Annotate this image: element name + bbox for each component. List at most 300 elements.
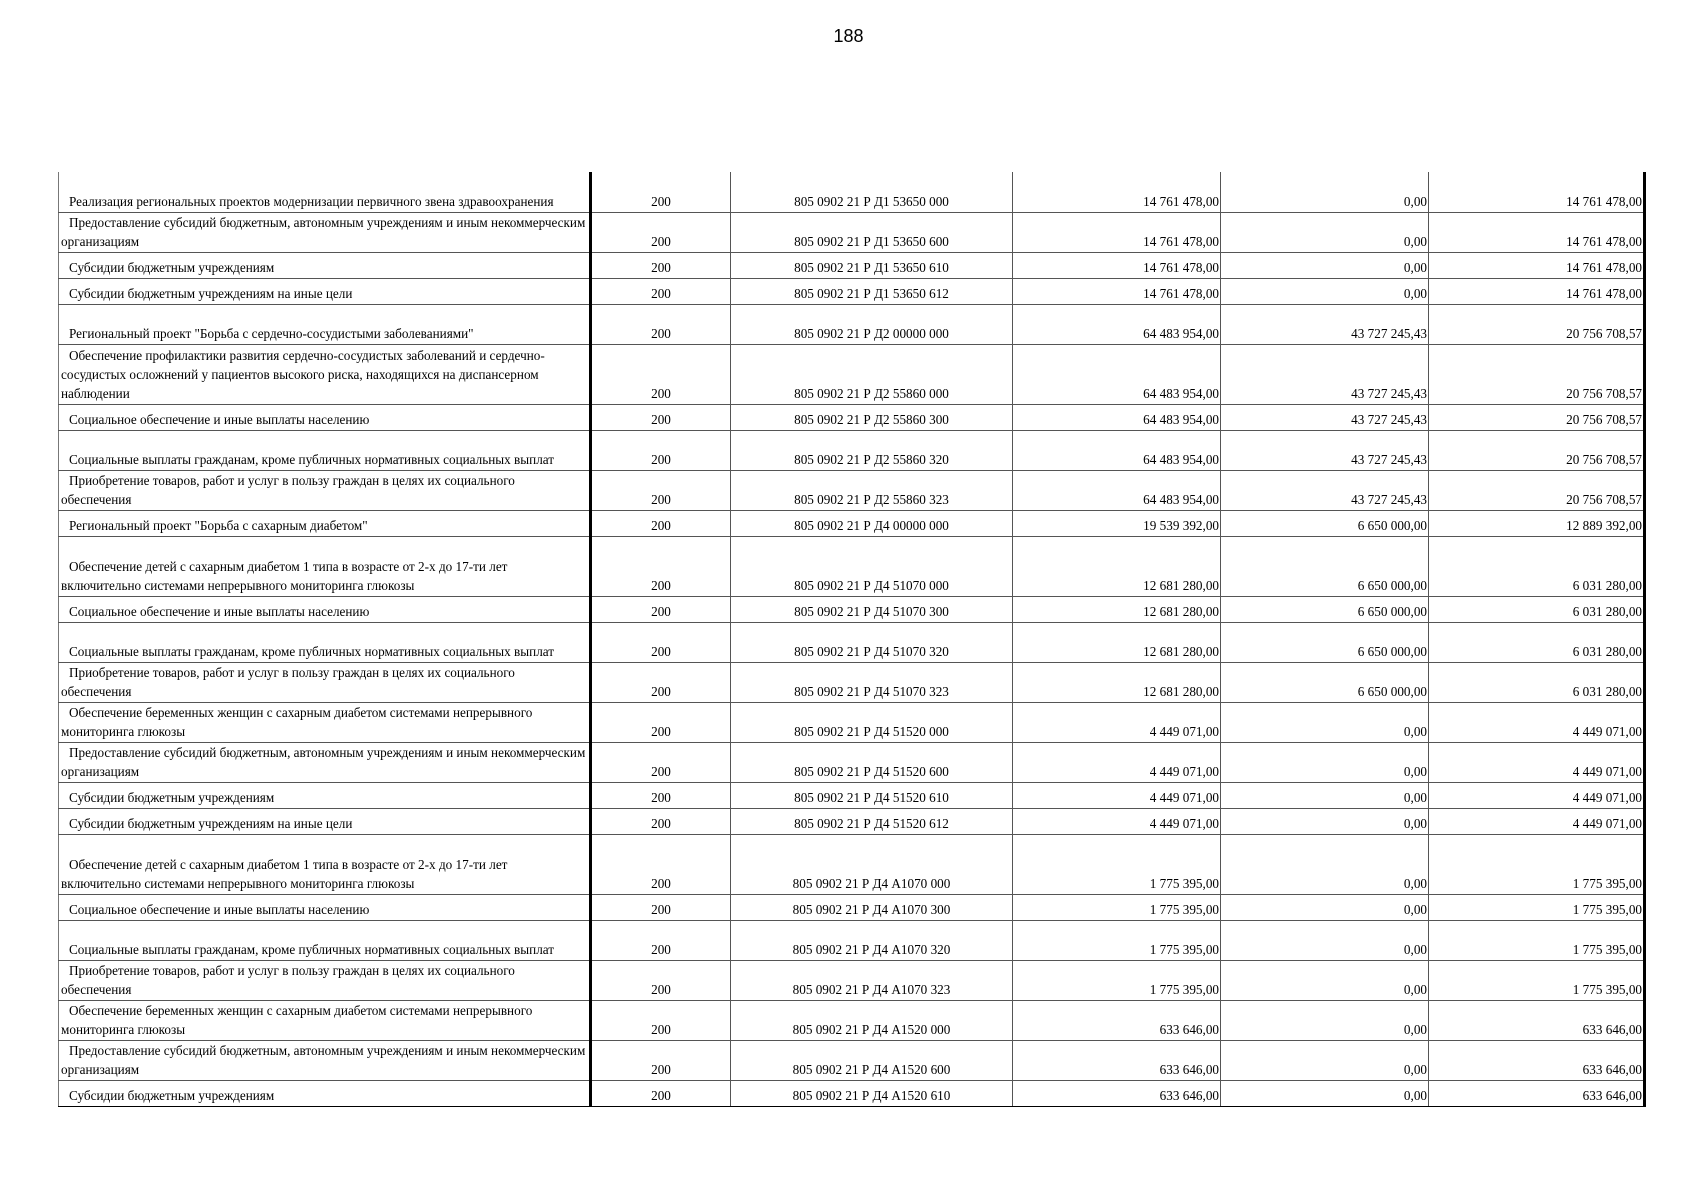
row-assigned-cell [1013, 1040, 1221, 1080]
row-kbk: 805 0902 21 Р Д2 55860 320 [794, 451, 949, 467]
row-kbk-cell [731, 1000, 1013, 1040]
row-code: 200 [651, 517, 671, 533]
row-unexecuted-cell [1429, 252, 1645, 278]
table-row [59, 1080, 1645, 1106]
row-code-cell [591, 1040, 731, 1080]
row-unexecuted: 20 756 708,57 [1566, 411, 1642, 427]
row-kbk: 805 0902 21 Р Д4 51070 300 [794, 603, 949, 619]
row-code-cell [591, 510, 731, 536]
row-code-cell [591, 894, 731, 920]
row-name-cell [59, 172, 591, 212]
row-assigned: 633 646,00 [1159, 1061, 1219, 1077]
row-assigned: 1 775 395,00 [1149, 875, 1219, 891]
row-kbk: 805 0902 21 Р Д4 А1070 323 [792, 981, 951, 997]
row-kbk: 805 0902 21 Р Д2 00000 000 [794, 325, 949, 341]
table-row [59, 782, 1645, 808]
row-name-cell [59, 808, 591, 834]
row-kbk-cell [731, 1040, 1013, 1080]
row-code: 200 [651, 233, 671, 249]
row-unexecuted-cell [1429, 172, 1645, 212]
table-row [59, 662, 1645, 702]
row-executed-cell [1221, 596, 1429, 622]
row-name-cell [59, 702, 591, 742]
row-name-cell [59, 510, 591, 536]
row-assigned-cell [1013, 894, 1221, 920]
row-unexecuted: 20 756 708,57 [1566, 385, 1642, 401]
row-executed-cell [1221, 536, 1429, 596]
row-assigned: 64 483 954,00 [1143, 491, 1219, 507]
row-name: Обеспечение профилактики развития сердечно-сосудистых заболеваний и сердечно-сосудистых осложнений у пациентов высокого риска, находящихся на диспансерном наблюдении [61, 347, 545, 401]
row-name-cell [59, 1040, 591, 1080]
row-assigned-cell [1013, 702, 1221, 742]
row-kbk-cell [731, 536, 1013, 596]
table-row [59, 894, 1645, 920]
row-assigned-cell [1013, 596, 1221, 622]
row-name-cell [59, 834, 591, 894]
row-name: Социальные выплаты гражданам, кроме публичных нормативных социальных выплат [69, 643, 555, 659]
row-executed: 43 727 245,43 [1351, 491, 1427, 507]
row-code: 200 [651, 411, 671, 427]
row-assigned: 1 775 395,00 [1149, 981, 1219, 997]
row-unexecuted-cell [1429, 430, 1645, 470]
row-assigned-cell [1013, 808, 1221, 834]
row-assigned: 4 449 071,00 [1149, 723, 1219, 739]
row-executed-cell [1221, 834, 1429, 894]
row-code-cell [591, 404, 731, 430]
row-assigned: 64 483 954,00 [1143, 411, 1219, 427]
row-executed: 6 650 000,00 [1357, 517, 1427, 533]
row-assigned: 12 681 280,00 [1143, 683, 1219, 699]
row-executed-cell [1221, 1040, 1429, 1080]
table-row [59, 470, 1645, 510]
row-unexecuted-cell [1429, 702, 1645, 742]
row-executed: 0,00 [1403, 233, 1427, 249]
row-name: Социальное обеспечение и иные выплаты населению [69, 411, 370, 427]
row-kbk-cell [731, 960, 1013, 1000]
row-executed-cell [1221, 1080, 1429, 1106]
row-code: 200 [651, 285, 671, 301]
row-name: Социальное обеспечение и иные выплаты населению [69, 901, 370, 917]
row-name: Обеспечение беременных женщин с сахарным диабетом системами непрерывного мониторинга глюкозы [61, 704, 533, 739]
row-code-cell [591, 252, 731, 278]
row-executed: 0,00 [1403, 285, 1427, 301]
row-unexecuted: 6 031 280,00 [1572, 603, 1642, 619]
row-executed-cell [1221, 894, 1429, 920]
row-unexecuted: 4 449 071,00 [1572, 723, 1642, 739]
row-executed: 0,00 [1403, 763, 1427, 779]
row-assigned: 14 761 478,00 [1143, 233, 1219, 249]
row-unexecuted-cell [1429, 304, 1645, 344]
row-unexecuted: 12 889 392,00 [1566, 517, 1642, 533]
row-assigned: 1 775 395,00 [1149, 941, 1219, 957]
row-kbk-cell [731, 742, 1013, 782]
row-name-cell [59, 430, 591, 470]
row-kbk-cell [731, 662, 1013, 702]
row-assigned: 14 761 478,00 [1143, 285, 1219, 301]
row-assigned-cell [1013, 742, 1221, 782]
row-executed-cell [1221, 212, 1429, 252]
row-name-cell [59, 252, 591, 278]
row-code: 200 [651, 577, 671, 593]
row-assigned-cell [1013, 172, 1221, 212]
row-kbk-cell [731, 894, 1013, 920]
row-kbk-cell [731, 304, 1013, 344]
row-unexecuted: 633 646,00 [1582, 1021, 1642, 1037]
row-name: Социальные выплаты гражданам, кроме публичных нормативных социальных выплат [69, 941, 555, 957]
row-unexecuted-cell [1429, 404, 1645, 430]
table-row [59, 172, 1645, 212]
row-name-cell [59, 1000, 591, 1040]
table-row [59, 920, 1645, 960]
row-kbk: 805 0902 21 Р Д4 А1520 600 [792, 1061, 951, 1077]
table-row [59, 404, 1645, 430]
row-assigned: 64 483 954,00 [1143, 325, 1219, 341]
row-executed-cell [1221, 662, 1429, 702]
row-kbk-cell [731, 782, 1013, 808]
row-code-cell [591, 960, 731, 1000]
row-assigned-cell [1013, 662, 1221, 702]
row-assigned-cell [1013, 212, 1221, 252]
row-assigned-cell [1013, 1000, 1221, 1040]
row-unexecuted: 4 449 071,00 [1572, 763, 1642, 779]
row-executed-cell [1221, 702, 1429, 742]
row-executed-cell [1221, 278, 1429, 304]
row-assigned-cell [1013, 344, 1221, 404]
budget-table-body [59, 172, 1645, 1106]
row-code-cell [591, 702, 731, 742]
row-assigned-cell [1013, 430, 1221, 470]
row-name-cell [59, 742, 591, 782]
row-kbk: 805 0902 21 Р Д2 55860 300 [794, 411, 949, 427]
row-unexecuted-cell [1429, 344, 1645, 404]
table-row [59, 278, 1645, 304]
row-code-cell [591, 596, 731, 622]
row-executed-cell [1221, 1000, 1429, 1040]
row-assigned-cell [1013, 304, 1221, 344]
row-unexecuted: 14 761 478,00 [1566, 285, 1642, 301]
table-row [59, 622, 1645, 662]
row-kbk-cell [731, 212, 1013, 252]
table-row [59, 344, 1645, 404]
row-name-cell [59, 344, 591, 404]
row-kbk: 805 0902 21 Р Д4 51070 323 [794, 683, 949, 699]
row-kbk: 805 0902 21 Р Д1 53650 000 [794, 193, 949, 209]
row-assigned-cell [1013, 834, 1221, 894]
row-code-cell [591, 920, 731, 960]
row-executed: 6 650 000,00 [1357, 683, 1427, 699]
row-name: Предоставление субсидий бюджетным, автономным учреждениям и иным некоммерческим организациям [61, 744, 586, 779]
row-name: Обеспечение детей с сахарным диабетом 1 типа в возрасте от 2-х до 17-ти лет включительно системами непрерывного мониторинга глюкозы [61, 856, 508, 891]
row-executed: 0,00 [1403, 193, 1427, 209]
row-executed: 0,00 [1403, 723, 1427, 739]
row-assigned: 14 761 478,00 [1143, 193, 1219, 209]
row-code-cell [591, 344, 731, 404]
row-name: Субсидии бюджетным учреждениям на иные цели [69, 815, 353, 831]
row-name: Обеспечение детей с сахарным диабетом 1 типа в возрасте от 2-х до 17-ти лет включительно системами непрерывного мониторинга глюкозы [61, 558, 508, 593]
row-code: 200 [651, 451, 671, 467]
row-code-cell [591, 662, 731, 702]
row-unexecuted: 1 775 395,00 [1572, 875, 1642, 891]
row-name-cell [59, 894, 591, 920]
row-kbk: 805 0902 21 Р Д4 51520 612 [794, 815, 949, 831]
table-row [59, 808, 1645, 834]
row-name: Обеспечение беременных женщин с сахарным диабетом системами непрерывного мониторинга глюкозы [61, 1002, 533, 1037]
row-kbk: 805 0902 21 Р Д4 А1070 000 [792, 875, 951, 891]
row-unexecuted-cell [1429, 1000, 1645, 1040]
row-assigned-cell [1013, 536, 1221, 596]
row-name: Региональный проект "Борьба с сердечно-сосудистыми заболеваниями" [69, 325, 474, 341]
row-code: 200 [651, 603, 671, 619]
row-unexecuted-cell [1429, 536, 1645, 596]
row-executed: 0,00 [1403, 1087, 1427, 1103]
row-kbk: 805 0902 21 Р Д4 А1070 300 [792, 901, 951, 917]
row-executed: 43 727 245,43 [1351, 325, 1427, 341]
row-executed: 0,00 [1403, 875, 1427, 891]
row-unexecuted-cell [1429, 278, 1645, 304]
row-kbk: 805 0902 21 Р Д1 53650 610 [794, 259, 949, 275]
row-executed-cell [1221, 742, 1429, 782]
budget-table [58, 172, 1646, 1107]
row-unexecuted: 633 646,00 [1582, 1061, 1642, 1077]
row-name-cell [59, 1080, 591, 1106]
row-unexecuted-cell [1429, 470, 1645, 510]
row-assigned: 4 449 071,00 [1149, 763, 1219, 779]
row-kbk-cell [731, 344, 1013, 404]
row-code-cell [591, 172, 731, 212]
row-assigned-cell [1013, 622, 1221, 662]
row-executed: 0,00 [1403, 901, 1427, 917]
table-row [59, 510, 1645, 536]
row-executed-cell [1221, 510, 1429, 536]
row-code: 200 [651, 1087, 671, 1103]
row-assigned: 64 483 954,00 [1143, 451, 1219, 467]
row-executed: 43 727 245,43 [1351, 411, 1427, 427]
row-code-cell [591, 782, 731, 808]
row-kbk-cell [731, 920, 1013, 960]
row-assigned-cell [1013, 782, 1221, 808]
row-name: Субсидии бюджетным учреждениям [69, 1087, 275, 1103]
row-kbk: 805 0902 21 Р Д4 51070 320 [794, 643, 949, 659]
row-name: Реализация региональных проектов модернизации первичного звена здравоохранения [69, 193, 554, 209]
row-assigned: 19 539 392,00 [1143, 517, 1219, 533]
row-unexecuted: 14 761 478,00 [1566, 193, 1642, 209]
row-name-cell [59, 278, 591, 304]
row-assigned: 14 761 478,00 [1143, 259, 1219, 275]
row-name-cell [59, 304, 591, 344]
table-row [59, 1000, 1645, 1040]
row-assigned-cell [1013, 920, 1221, 960]
row-unexecuted-cell [1429, 894, 1645, 920]
row-executed: 6 650 000,00 [1357, 603, 1427, 619]
row-unexecuted: 20 756 708,57 [1566, 491, 1642, 507]
row-kbk: 805 0902 21 Р Д4 51520 000 [794, 723, 949, 739]
row-assigned: 633 646,00 [1159, 1021, 1219, 1037]
row-executed-cell [1221, 808, 1429, 834]
row-unexecuted: 6 031 280,00 [1572, 577, 1642, 593]
row-unexecuted-cell [1429, 510, 1645, 536]
row-unexecuted-cell [1429, 742, 1645, 782]
row-kbk: 805 0902 21 Р Д4 А1070 320 [792, 941, 951, 957]
row-code-cell [591, 1080, 731, 1106]
table-row [59, 834, 1645, 894]
row-executed-cell [1221, 782, 1429, 808]
row-executed: 0,00 [1403, 789, 1427, 805]
row-executed: 0,00 [1403, 941, 1427, 957]
row-kbk-cell [731, 510, 1013, 536]
row-name: Приобретение товаров, работ и услуг в пользу граждан в целях их социального обеспечения [61, 472, 515, 507]
row-code-cell [591, 622, 731, 662]
row-code: 200 [651, 683, 671, 699]
row-assigned-cell [1013, 960, 1221, 1000]
row-code-cell [591, 834, 731, 894]
row-code-cell [591, 808, 731, 834]
row-name: Субсидии бюджетным учреждениям на иные цели [69, 285, 353, 301]
row-kbk: 805 0902 21 Р Д1 53650 600 [794, 233, 949, 249]
row-name-cell [59, 596, 591, 622]
row-unexecuted: 633 646,00 [1582, 1087, 1642, 1103]
row-name-cell [59, 212, 591, 252]
row-executed: 0,00 [1403, 815, 1427, 831]
row-kbk: 805 0902 21 Р Д4 51070 000 [794, 577, 949, 593]
table-row [59, 1040, 1645, 1080]
row-code: 200 [651, 981, 671, 997]
row-name: Социальное обеспечение и иные выплаты населению [69, 603, 370, 619]
row-name: Предоставление субсидий бюджетным, автономным учреждениям и иным некоммерческим организациям [61, 1042, 586, 1077]
row-assigned: 633 646,00 [1159, 1087, 1219, 1103]
row-unexecuted: 6 031 280,00 [1572, 643, 1642, 659]
row-executed: 0,00 [1403, 259, 1427, 275]
row-assigned-cell [1013, 1080, 1221, 1106]
row-unexecuted: 20 756 708,57 [1566, 325, 1642, 341]
row-assigned-cell [1013, 278, 1221, 304]
row-executed: 0,00 [1403, 1061, 1427, 1077]
row-name: Приобретение товаров, работ и услуг в пользу граждан в целях их социального обеспечения [61, 664, 515, 699]
table-row [59, 536, 1645, 596]
row-unexecuted-cell [1429, 834, 1645, 894]
row-assigned: 1 775 395,00 [1149, 901, 1219, 917]
row-kbk-cell [731, 278, 1013, 304]
row-unexecuted: 1 775 395,00 [1572, 981, 1642, 997]
table-row [59, 252, 1645, 278]
row-name-cell [59, 622, 591, 662]
row-unexecuted-cell [1429, 1080, 1645, 1106]
row-executed: 6 650 000,00 [1357, 577, 1427, 593]
row-executed-cell [1221, 344, 1429, 404]
row-executed-cell [1221, 622, 1429, 662]
row-code-cell [591, 1000, 731, 1040]
row-unexecuted-cell [1429, 808, 1645, 834]
row-kbk-cell [731, 834, 1013, 894]
row-kbk-cell [731, 172, 1013, 212]
row-unexecuted-cell [1429, 960, 1645, 1000]
row-code: 200 [651, 259, 671, 275]
table-row [59, 960, 1645, 1000]
row-assigned-cell [1013, 404, 1221, 430]
row-executed-cell [1221, 304, 1429, 344]
row-code-cell [591, 212, 731, 252]
row-executed-cell [1221, 404, 1429, 430]
row-kbk-cell [731, 622, 1013, 662]
table-row [59, 742, 1645, 782]
row-code: 200 [651, 875, 671, 891]
row-code: 200 [651, 723, 671, 739]
row-code: 200 [651, 815, 671, 831]
row-kbk: 805 0902 21 Р Д4 00000 000 [794, 517, 949, 533]
row-unexecuted: 1 775 395,00 [1572, 901, 1642, 917]
row-code: 200 [651, 789, 671, 805]
row-kbk-cell [731, 1080, 1013, 1106]
row-kbk-cell [731, 470, 1013, 510]
row-assigned-cell [1013, 252, 1221, 278]
row-unexecuted: 14 761 478,00 [1566, 259, 1642, 275]
row-assigned-cell [1013, 510, 1221, 536]
row-unexecuted-cell [1429, 212, 1645, 252]
row-name: Субсидии бюджетным учреждениям [69, 789, 275, 805]
row-unexecuted-cell [1429, 782, 1645, 808]
row-kbk-cell [731, 430, 1013, 470]
row-executed: 0,00 [1403, 981, 1427, 997]
row-name: Социальные выплаты гражданам, кроме публичных нормативных социальных выплат [69, 451, 555, 467]
row-unexecuted: 1 775 395,00 [1572, 941, 1642, 957]
row-unexecuted-cell [1429, 920, 1645, 960]
row-kbk: 805 0902 21 Р Д4 51520 600 [794, 763, 949, 779]
row-name: Предоставление субсидий бюджетным, автономным учреждениям и иным некоммерческим организациям [61, 214, 586, 249]
row-unexecuted-cell [1429, 622, 1645, 662]
row-kbk-cell [731, 252, 1013, 278]
row-code: 200 [651, 385, 671, 401]
row-executed-cell [1221, 172, 1429, 212]
table-row [59, 212, 1645, 252]
row-kbk: 805 0902 21 Р Д4 51520 610 [794, 789, 949, 805]
row-kbk-cell [731, 808, 1013, 834]
row-name: Региональный проект "Борьба с сахарным диабетом" [69, 517, 368, 533]
row-kbk: 805 0902 21 Р Д4 А1520 610 [792, 1087, 951, 1103]
row-code: 200 [651, 901, 671, 917]
row-unexecuted-cell [1429, 596, 1645, 622]
table-row [59, 702, 1645, 742]
row-unexecuted: 20 756 708,57 [1566, 451, 1642, 467]
row-assigned-cell [1013, 470, 1221, 510]
row-unexecuted-cell [1429, 662, 1645, 702]
row-unexecuted: 6 031 280,00 [1572, 683, 1642, 699]
row-assigned: 12 681 280,00 [1143, 577, 1219, 593]
row-executed-cell [1221, 470, 1429, 510]
row-unexecuted: 14 761 478,00 [1566, 233, 1642, 249]
row-assigned: 64 483 954,00 [1143, 385, 1219, 401]
row-name-cell [59, 470, 591, 510]
row-assigned: 12 681 280,00 [1143, 603, 1219, 619]
table-row [59, 304, 1645, 344]
row-name: Субсидии бюджетным учреждениям [69, 259, 275, 275]
row-code: 200 [651, 763, 671, 779]
row-executed-cell [1221, 252, 1429, 278]
row-kbk-cell [731, 596, 1013, 622]
row-kbk-cell [731, 404, 1013, 430]
row-name-cell [59, 960, 591, 1000]
row-code-cell [591, 278, 731, 304]
row-unexecuted: 4 449 071,00 [1572, 789, 1642, 805]
row-executed-cell [1221, 960, 1429, 1000]
row-code: 200 [651, 941, 671, 957]
row-unexecuted: 4 449 071,00 [1572, 815, 1642, 831]
row-code: 200 [651, 1061, 671, 1077]
row-name-cell [59, 782, 591, 808]
row-executed: 0,00 [1403, 1021, 1427, 1037]
row-code-cell [591, 304, 731, 344]
row-executed: 43 727 245,43 [1351, 385, 1427, 401]
row-unexecuted-cell [1429, 1040, 1645, 1080]
row-code-cell [591, 536, 731, 596]
